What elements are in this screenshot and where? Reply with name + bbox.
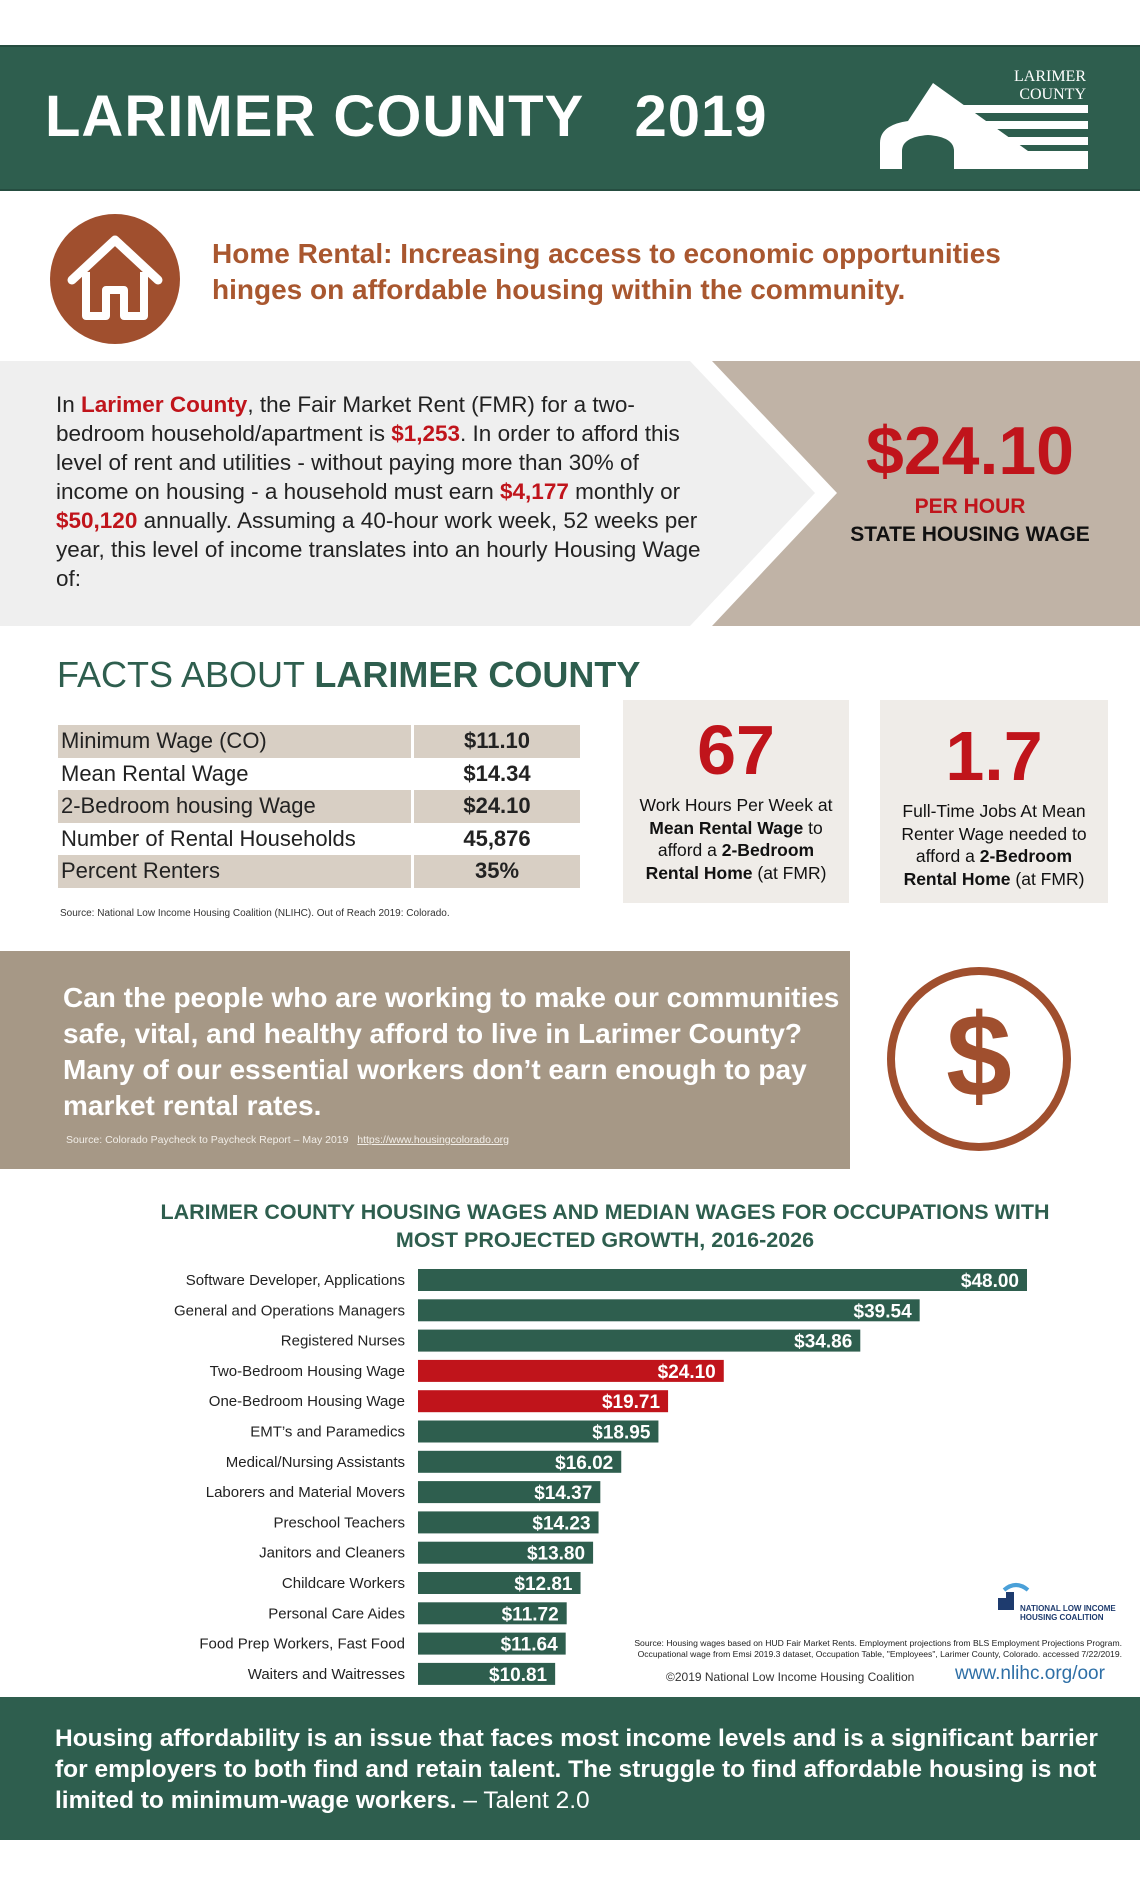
wage-bar-chart <box>0 1255 1140 1695</box>
jobs-needed-box <box>880 700 1108 903</box>
bar-value-label: $10.81 <box>489 1664 548 1686</box>
nlihc-logo-text: NATIONAL LOW INCOME HOUSING COALITION <box>1020 1604 1116 1622</box>
page-title: LARIMER COUNTY 2019 <box>45 84 768 149</box>
per-hour-label: PER HOUR <box>914 495 1026 518</box>
source-link[interactable]: https://www.housingcolorado.org <box>357 1134 510 1146</box>
facts-row: Percent Renters 35% <box>58 855 580 888</box>
bar-category-label: Waiters and Waitresses <box>247 1665 405 1683</box>
bar-value-label: $19.71 <box>601 1392 661 1414</box>
bar-value-label: $48.00 <box>960 1271 1019 1292</box>
bar-value-label: $16.02 <box>555 1452 614 1474</box>
chart-source: Source: Housing wages based on HUD Fair Market Rents. Employment projections from BLS Employment Projections Program. Occupational wage from Emsi 2019.3 dataset, Occupation Table, "Employees", Larimer County, Colorado. accessed 7/22/2019. <box>634 1638 1122 1659</box>
house-icon <box>50 214 180 344</box>
bar-category-label: Preschool Teachers <box>273 1514 405 1532</box>
dollar-icon <box>884 964 1074 1154</box>
bar-category-label: General and Operations Managers <box>174 1302 405 1320</box>
housing-wage-value: $24.10 <box>866 413 1074 489</box>
fmr-paragraph: In Larimer County, the Fair Market Rent (FMR) for a two-bedroom household/apartment is $1,253. In order to afford this level of rent and utilities - without paying more than 30% of income on housing - a household must earn $4,177 monthly or $50,120 annually. Assuming a 40-hour work week, 52 weeks per year, this level of income translates into an hourly Housing Wage of: <box>56 392 701 591</box>
website-link[interactable]: www.nlihc.org/oor <box>955 1663 1105 1684</box>
facts-table <box>58 725 580 888</box>
chart-title: LARIMER COUNTY HOUSING WAGES AND MEDIAN WAGES FOR OCCUPATIONS WITH MOST PROJECTED GROWTH, 2016-2026 <box>160 1200 1050 1252</box>
bar-category-label: Childcare Workers <box>281 1575 405 1592</box>
annual-income: $50,120 <box>56 508 138 533</box>
facts-row: Minimum Wage (CO) $11.10 <box>58 725 580 758</box>
bar-value-label: $11.64 <box>500 1634 558 1656</box>
bar-value-label: $12.81 <box>514 1574 573 1595</box>
bar-value-label: $14.37 <box>534 1483 593 1505</box>
monthly-income: $4,177 <box>500 479 569 504</box>
bar-value-label: $13.80 <box>526 1543 586 1565</box>
bar-category-label: Medical/Nursing Assistants <box>225 1453 405 1471</box>
work-hours-number: 67 <box>697 711 775 789</box>
question-text: Can the people who are working to make our communities safe, vital, and healthy afford to live in Larimer County? Many of our essential workers don’t earn enough to pay market rental rates. <box>63 982 840 1121</box>
larimer-county-logo <box>878 65 1088 171</box>
bar-category-label: One-Bedroom Housing Wage <box>208 1393 405 1411</box>
bar-category-label: EMT’s and Paramedics <box>250 1423 405 1441</box>
facts-row: 2-Bedroom housing Wage $24.10 <box>58 790 580 823</box>
jobs-needed-description: Full-Time Jobs At Mean Renter Wage needed to afford a 2-Bedroom Rental Home (at FMR) <box>901 801 1087 889</box>
footer-quote: Housing affordability is an issue that faces most income levels and is a significant barrier for employers to both find and retain talent. The struggle to find affordable housing is not limited to minimum-wage workers. – Talent 2.0 <box>55 1725 1098 1814</box>
facts-row: Mean Rental Wage $14.34 <box>58 758 580 791</box>
bar-value-label: $24.10 <box>657 1361 716 1383</box>
jobs-needed-number: 1.7 <box>945 717 1043 795</box>
bar-category-label: Personal Care Aides <box>268 1605 405 1623</box>
bar-value-label: $18.95 <box>592 1422 651 1444</box>
facts-source: Source: National Low Income Housing Coalition (NLIHC). Out of Reach 2019: Colorado. <box>60 908 450 919</box>
bar-category-label: Laborers and Material Movers <box>205 1484 405 1502</box>
logo-text-line1: LARIMER <box>1014 68 1086 85</box>
question-source: Source: Colorado Paycheck to Paycheck Report – May 2019 https://www.housingcolorado.org <box>66 1134 510 1146</box>
work-hours-description: Work Hours Per Week at Mean Rental Wage to afford a 2-Bedroom Rental Home (at FMR) <box>639 795 833 883</box>
bar-value-label: $39.54 <box>853 1301 912 1323</box>
bar <box>418 1269 1027 1291</box>
bar-category-label: Software Developer, Applications <box>185 1272 405 1289</box>
facts-row: Number of Rental Households 45,876 <box>58 823 580 856</box>
bar-category-label: Registered Nurses <box>280 1332 405 1350</box>
bar-category-label: Two-Bedroom Housing Wage <box>209 1362 405 1380</box>
svg-text:$: $ <box>946 990 1012 1122</box>
state-housing-wage-label: STATE HOUSING WAGE <box>850 523 1090 546</box>
bar-category-label: Food Prep Workers, Fast Food <box>199 1635 405 1653</box>
work-hours-box <box>623 700 849 903</box>
header-banner <box>0 45 1140 191</box>
facts-title: FACTS ABOUT LARIMER COUNTY <box>57 654 641 695</box>
bar-category-label: Janitors and Cleaners <box>259 1544 405 1562</box>
fmr-rent: $1,253 <box>391 421 461 446</box>
bar <box>418 1299 920 1321</box>
logo-text-line2: COUNTY <box>1019 86 1086 103</box>
bar-value-label: $34.86 <box>794 1331 853 1353</box>
copyright: ©2019 National Low Income Housing Coalition <box>666 1670 915 1684</box>
intro-heading: Home Rental: Increasing access to economic opportunities hinges on affordable housing within the community. <box>212 238 1001 305</box>
bar-value-label: $11.72 <box>501 1604 559 1626</box>
bar-value-label: $14.23 <box>532 1513 591 1535</box>
county-name: Larimer County <box>81 392 248 417</box>
